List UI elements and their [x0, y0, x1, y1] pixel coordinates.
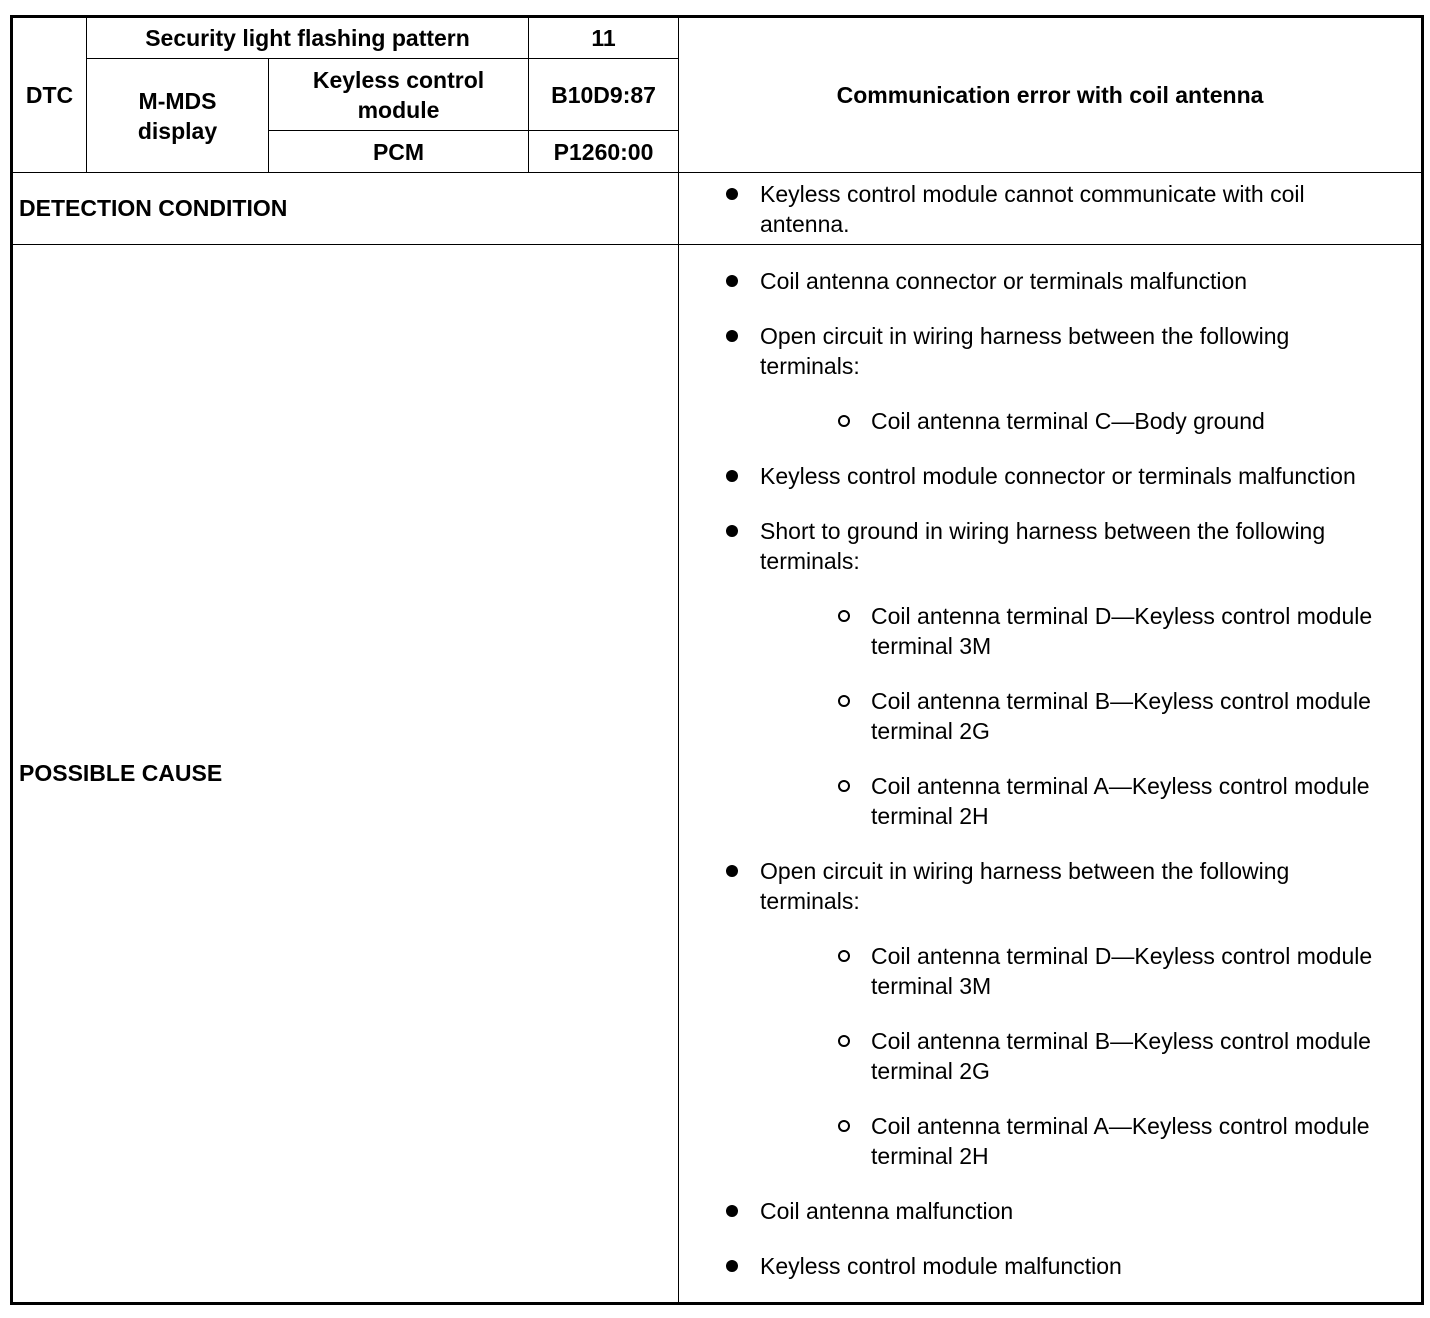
- cause-item-text: Coil antenna connector or terminals malfunction: [760, 268, 1248, 294]
- detection-condition-content: [679, 173, 1423, 245]
- possible-cause-content: [679, 245, 1423, 1304]
- cause-item-text: Coil antenna malfunction: [760, 1198, 1014, 1224]
- possible-cause-label: POSSIBLE CAUSE: [12, 245, 679, 1304]
- sub-list: [760, 941, 1391, 1171]
- sub-list: [760, 601, 1391, 831]
- detection-condition-label: DETECTION CONDITION: [12, 173, 679, 245]
- cause-subitem-text: Coil antenna terminal C—Body ground: [871, 408, 1265, 434]
- list-item: [724, 516, 1391, 831]
- pcm-label: PCM: [269, 131, 529, 173]
- bullet-icon: [726, 525, 738, 537]
- list-item: [724, 1251, 1391, 1281]
- list-item: [760, 941, 1391, 1001]
- keyless-module-code: B10D9:87: [529, 59, 679, 131]
- dtc-table: [10, 15, 1424, 1305]
- bullet-icon: [726, 865, 738, 877]
- circle-bullet-icon: [838, 415, 850, 427]
- cause-item-text: Keyless control module connector or terminals malfunction: [760, 463, 1356, 489]
- list-item: [760, 601, 1391, 661]
- cause-subitem-text: Coil antenna terminal B—Keyless control module terminal 2G: [871, 688, 1371, 744]
- circle-bullet-icon: [838, 780, 850, 792]
- cause-item-text: Open circuit in wiring harness between the following terminals:: [760, 323, 1290, 379]
- mmds-display-label: M-MDS display: [87, 59, 269, 173]
- list-item: [724, 461, 1391, 491]
- bullet-icon: [726, 470, 738, 482]
- security-light-label: Security light flashing pattern: [87, 17, 529, 59]
- list-item: [724, 266, 1391, 296]
- circle-bullet-icon: [838, 610, 850, 622]
- pcm-code: P1260:00: [529, 131, 679, 173]
- list-item: [724, 179, 1391, 239]
- dtc-label: DTC: [12, 17, 87, 173]
- security-light-value: 11: [529, 17, 679, 59]
- detection-item-text: Keyless control module cannot communicate with coil antenna.: [760, 180, 1305, 237]
- list-item: [760, 771, 1391, 831]
- cause-item-text: Keyless control module malfunction: [760, 1253, 1122, 1279]
- bullet-icon: [726, 330, 738, 342]
- bullet-icon: [726, 1260, 738, 1272]
- dtc-description: Communication error with coil antenna: [679, 17, 1423, 173]
- list-item: [724, 1196, 1391, 1226]
- bullet-icon: [726, 188, 738, 200]
- circle-bullet-icon: [838, 950, 850, 962]
- keyless-module-label: Keyless control module: [269, 59, 529, 131]
- circle-bullet-icon: [838, 1120, 850, 1132]
- list-item: [760, 1026, 1391, 1086]
- cause-subitem-text: Coil antenna terminal B—Keyless control module terminal 2G: [871, 1028, 1371, 1084]
- circle-bullet-icon: [838, 695, 850, 707]
- bullet-icon: [726, 1205, 738, 1217]
- cause-item-text: Open circuit in wiring harness between the following terminals:: [760, 858, 1290, 914]
- list-item: [724, 321, 1391, 436]
- list-item: [760, 686, 1391, 746]
- possible-cause-list: [724, 266, 1391, 1281]
- cause-item-text: Short to ground in wiring harness between the following terminals:: [760, 518, 1326, 574]
- cause-subitem-text: Coil antenna terminal D—Keyless control module terminal 3M: [871, 603, 1373, 659]
- cause-subitem-text: Coil antenna terminal A—Keyless control module terminal 2H: [871, 773, 1370, 829]
- list-item: [760, 1111, 1391, 1171]
- detection-list: [724, 179, 1391, 239]
- cause-subitem-text: Coil antenna terminal A—Keyless control module terminal 2H: [871, 1113, 1370, 1169]
- list-item: [724, 856, 1391, 1171]
- sub-list: [760, 406, 1391, 436]
- bullet-icon: [726, 275, 738, 287]
- circle-bullet-icon: [838, 1035, 850, 1047]
- list-item: [760, 406, 1391, 436]
- cause-subitem-text: Coil antenna terminal D—Keyless control module terminal 3M: [871, 943, 1373, 999]
